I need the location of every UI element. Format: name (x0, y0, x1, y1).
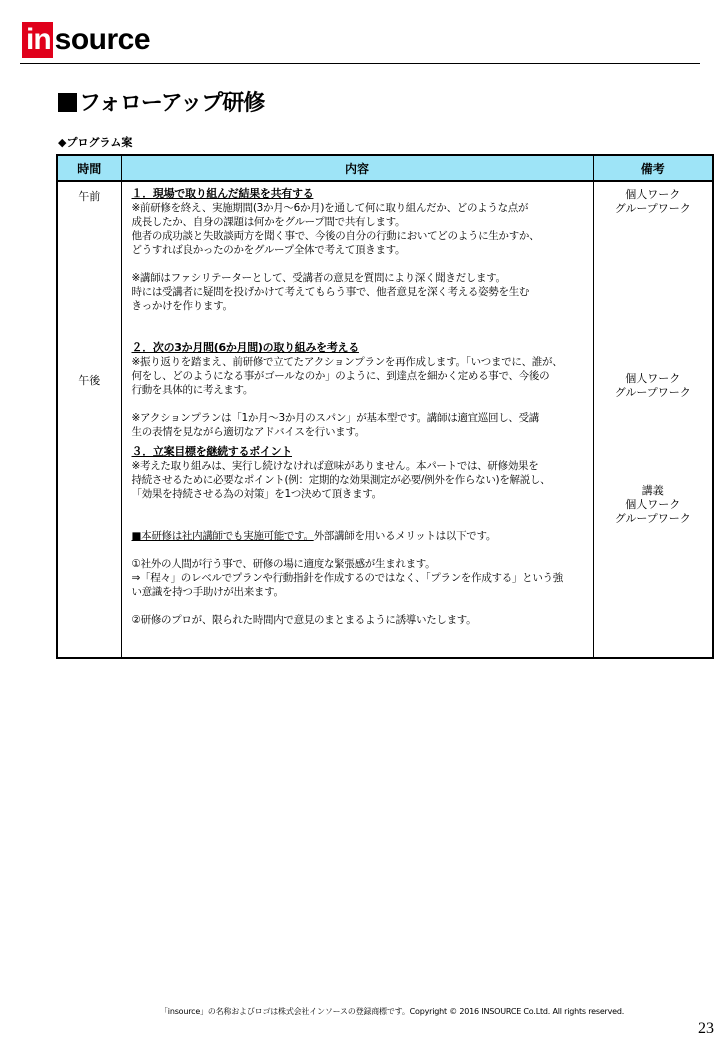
section-3-line: ※考えた取り組みは、実行し続けなければ意味がありません。本パートでは、研修効果を (131, 460, 539, 472)
section-2-title: ２．次の3か月間(6か月間)の取り組みを考える (131, 341, 359, 354)
closing-point-3: ②研修のプロが、限られた時間内で意見のまとまるように誘導いたします。 (131, 614, 477, 626)
page-title-text: フォローアップ研修 (79, 91, 265, 116)
footer-copyright: 「insource」の名称およびロゴは株式会社インソースの登録商標です。Copyright © 2016 INSOURCE Co.Ltd. All rights reserved. (160, 1007, 625, 1016)
closing-point-2: い意識を持つ手助けが出来ます。 (131, 586, 284, 598)
note-item: グループワーク (614, 202, 691, 215)
closing-point-1: ①社外の人間が行う事で、研修の場に適度な緊張感が生まれます。 (131, 558, 436, 570)
content-cell (121, 181, 593, 658)
note-item: 個人ワーク (625, 372, 681, 385)
section-3-title: ３．立案目標を継続するポイント (131, 445, 292, 458)
note-item: 個人ワーク (625, 498, 681, 511)
note-block-3 (594, 484, 713, 526)
section-1-note: きっかけを作ります。 (131, 300, 233, 312)
insource-logo (22, 22, 150, 58)
section-3-line: 持続させるために必要なポイント(例：定期的な効果測定が必要/例外を作らない)を解説し、 (131, 474, 551, 486)
title-square-icon (58, 93, 77, 112)
note-block-1 (594, 188, 713, 216)
section-3-line: 「効果を持続させる為の対策」を1つ決めて頂きます。 (131, 488, 382, 500)
note-block-2 (594, 372, 713, 400)
section-2-line: ※振り返りを踏まえ、前研修で立てたアクションプランを再作成します。「いつまでに、誰が、 (131, 356, 563, 368)
logo-source: source (54, 23, 151, 56)
closing-lead-rest: 外部講師を用いるメリットは以下です。 (313, 530, 497, 542)
time-morning: 午前 (78, 190, 101, 203)
section-1-line: 成長したか、自身の課題は何かをグループ間で共有します。 (131, 216, 406, 228)
section-1-title: １．現場で取り組んだ結果を共有する (131, 187, 314, 200)
header-note: 備考 (593, 155, 713, 181)
note-item: グループワーク (614, 386, 691, 399)
section-2-line: 行動を具体的に考えます。 (131, 384, 254, 396)
logo-in: in (22, 22, 53, 58)
time-cell (57, 181, 121, 658)
program-table (56, 154, 714, 659)
section-1-line: 他者の成功談と失敗談両方を聞く事で、今後の自分の行動においてどのように生かすか、 (131, 230, 540, 242)
note-item: グループワーク (614, 512, 691, 525)
section-1-note: ※講師はファシリテーターとして、受講者の意見を質問により深く聞きだします。 (131, 272, 506, 284)
section-2-note: ※アクションプランは「1か月～3か月のスパン」が基本型です。講師は適宜巡回し、受講 (131, 412, 539, 424)
closing-lead-underlined: ■本研修は社内講師でも実施可能です。 (131, 530, 314, 542)
section-2-line: 何をし、どのようになる事がゴールなのか」のように、到達点を細かく定める事で、今後の (131, 370, 550, 382)
table-row (57, 181, 713, 658)
header-divider (20, 63, 700, 64)
section-1-note: 時には受講者に疑問を投げかけて考えてもらう事で、他者意見を深く考える姿勢を生む (131, 286, 530, 298)
time-afternoon: 午後 (78, 374, 101, 387)
header-content: 内容 (121, 155, 593, 181)
note-cell (593, 181, 713, 658)
closing-lead (132, 529, 585, 543)
program-subtitle: ◆プログラム案 (58, 136, 133, 149)
section-2-note: 生の表情を見ながら適切なアドバイスを行います。 (131, 426, 365, 438)
closing-point-2: ⇒「程々」のレベルでプランや行動指針を作成するのではなく、「プランを作成する」という強 (131, 572, 563, 584)
page-title (58, 86, 264, 117)
section-1-line: ※前研修を終え、実施期間(3か月～6か月)を通して何に取り組んだか、どのような点が (131, 202, 529, 214)
page-number: 23 (698, 1020, 714, 1037)
note-item: 個人ワーク (625, 188, 681, 201)
table-header-row (57, 155, 713, 181)
header-time: 時間 (57, 155, 121, 181)
note-item: 講義 (641, 484, 664, 497)
section-1-line: どうすれば良かったのかをグループ全体で考えて頂きます。 (131, 244, 406, 256)
